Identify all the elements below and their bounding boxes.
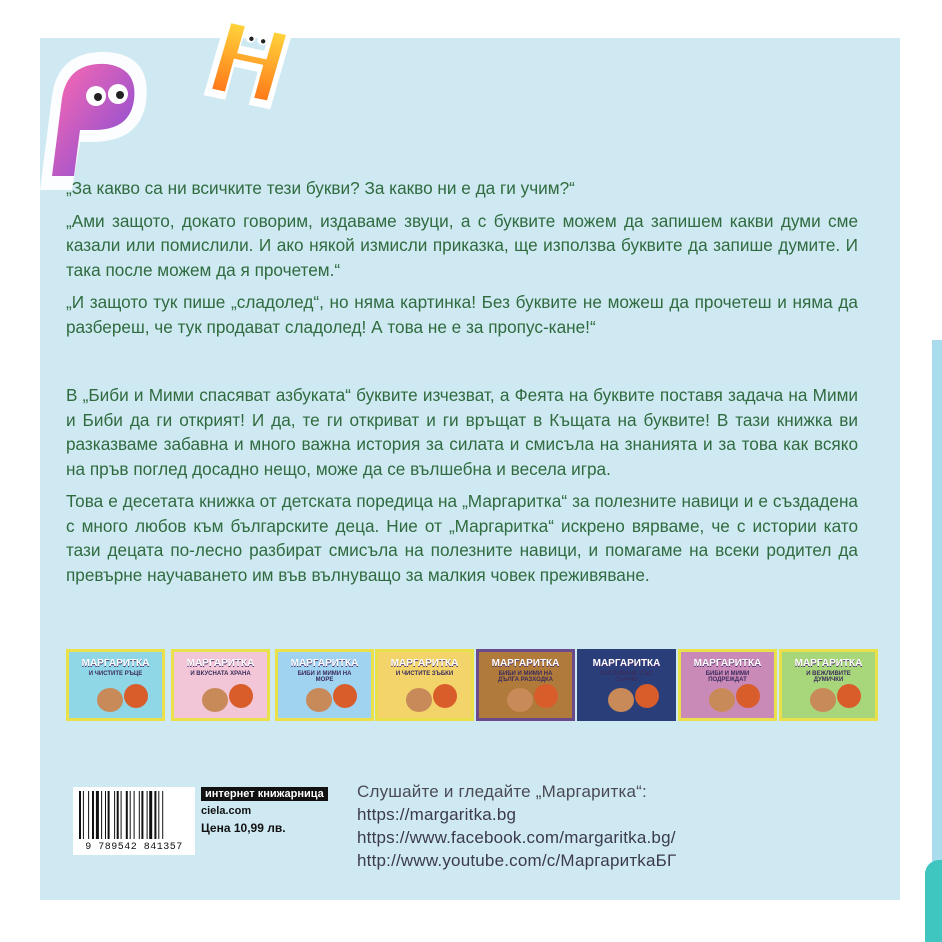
link-site[interactable]: https://margaritka.bg <box>357 805 517 824</box>
links-lead: Слушайте и гледайте „Маргаритка“: <box>357 782 647 801</box>
book-subtitle: И ВЕЖЛИВИТЕ ДУМИЧКИ <box>806 671 851 683</box>
book-subtitle: БИБИ И МИМИ ПОДРЕЖДАТ <box>705 671 750 683</box>
book-subtitle: ЗАСПИВАНЕ СЪС СЪНЧО <box>599 671 654 683</box>
price: Цена 10,99 лв. <box>201 821 286 835</box>
letter-p: Р <box>0 0 1 1</box>
book-cover <box>375 649 474 721</box>
letter-p-decor <box>0 0 147 190</box>
book-cover <box>171 649 270 721</box>
link-facebook[interactable]: https://www.facebook.com/margaritka.bg/ <box>357 828 676 847</box>
shop-label: интернет книжарница <box>201 787 328 801</box>
barcode-bars <box>77 791 191 839</box>
book-title: МАРГАРИТКА <box>290 658 359 669</box>
link-youtube[interactable]: http://www.youtube.com/c/МаргаритkaБГ <box>357 851 677 870</box>
book-subtitle: И ВКУСНАТА ХРАНА <box>190 671 251 677</box>
book-title: МАРГАРИТКА <box>491 658 560 669</box>
book-subtitle: И ЧИСТИТЕ РЪЦЕ <box>88 671 143 677</box>
paragraph-4: В „Биби и Мими спасяват азбуката“ буквите изчезват, а Феята на буквите поставя задача на Мими и Биби да ги открият! И да, те ги откриват и ги връщат в Къщата на буквите! В тази книжка ви разказваме забавна и много важна история за силата и смисъла на знанията и за това как всяко на пръв поглед досадно нещо, може да се вълшебна и весела игра. <box>66 385 858 479</box>
book-cover <box>66 649 165 721</box>
book-title: МАРГАРИТКА <box>592 658 661 669</box>
book-title: МАРГАРИТКА <box>186 658 255 669</box>
book-series-row <box>66 649 876 721</box>
book-subtitle: БИБИ И МИМИ НА МОРЕ <box>297 671 352 683</box>
decor-letters <box>0 0 320 190</box>
book-title: МАРГАРИТКА <box>81 658 150 669</box>
book-title: МАРГАРИТКА <box>390 658 459 669</box>
book-title: МАРГАРИТКА <box>794 658 863 669</box>
book-cover <box>779 649 878 721</box>
paragraph-1: „За какво са ни всичките тези букви? За какво ни е да ги учим?“ <box>66 178 575 198</box>
letter-h-decor <box>0 0 298 111</box>
book-subtitle: БИБИ И МИМИ НА ДЪЛГА РАЗХОДКА <box>498 671 553 683</box>
paragraph-2: „Ами защото, докато говорим, издаваме звуци, а с буквите можем да запишем какви думи сме казали или помислили. И ако някой измисли приказка, ще използва буквите да запише думите. И така после можем да я прочетем.“ <box>66 210 858 280</box>
adjacent-page-corner <box>925 860 942 942</box>
intro-text <box>66 176 858 339</box>
description-text <box>66 383 858 587</box>
links-block <box>357 780 676 872</box>
barcode <box>73 787 195 855</box>
book-title: МАРГАРИТКА <box>693 658 762 669</box>
paragraph-3: „И защото тук пише „сладолед“, но няма картинка! Без буквите не можеш да прочетеш и няма да разбереш, че тук продават сладолед! А това не е за пропус-кане!“ <box>66 292 858 337</box>
isbn-number: 9 789542 841357 <box>85 842 183 853</box>
book-cover <box>476 649 575 721</box>
book-cover <box>678 649 777 721</box>
book-subtitle: И ЧИСТИТЕ ЗЪБКИ <box>395 671 454 677</box>
paragraph-5: Това е десетата книжка от детската поредица на „Маргаритка“ за полезните навици и е създадена с много любов към българските деца. Ние от „Маргаритка“ искрено вярваме, че с истории като тази децата по-лесно разбират смисъла на полезните навици, и помагаме на всеки родител да превърне научаването им във вълнуващо за малкия човек преживяване. <box>66 491 858 585</box>
shop-site: ciela.com <box>201 805 252 817</box>
adjacent-page-edge <box>932 340 942 942</box>
book-cover <box>577 649 676 721</box>
book-cover <box>275 649 374 721</box>
